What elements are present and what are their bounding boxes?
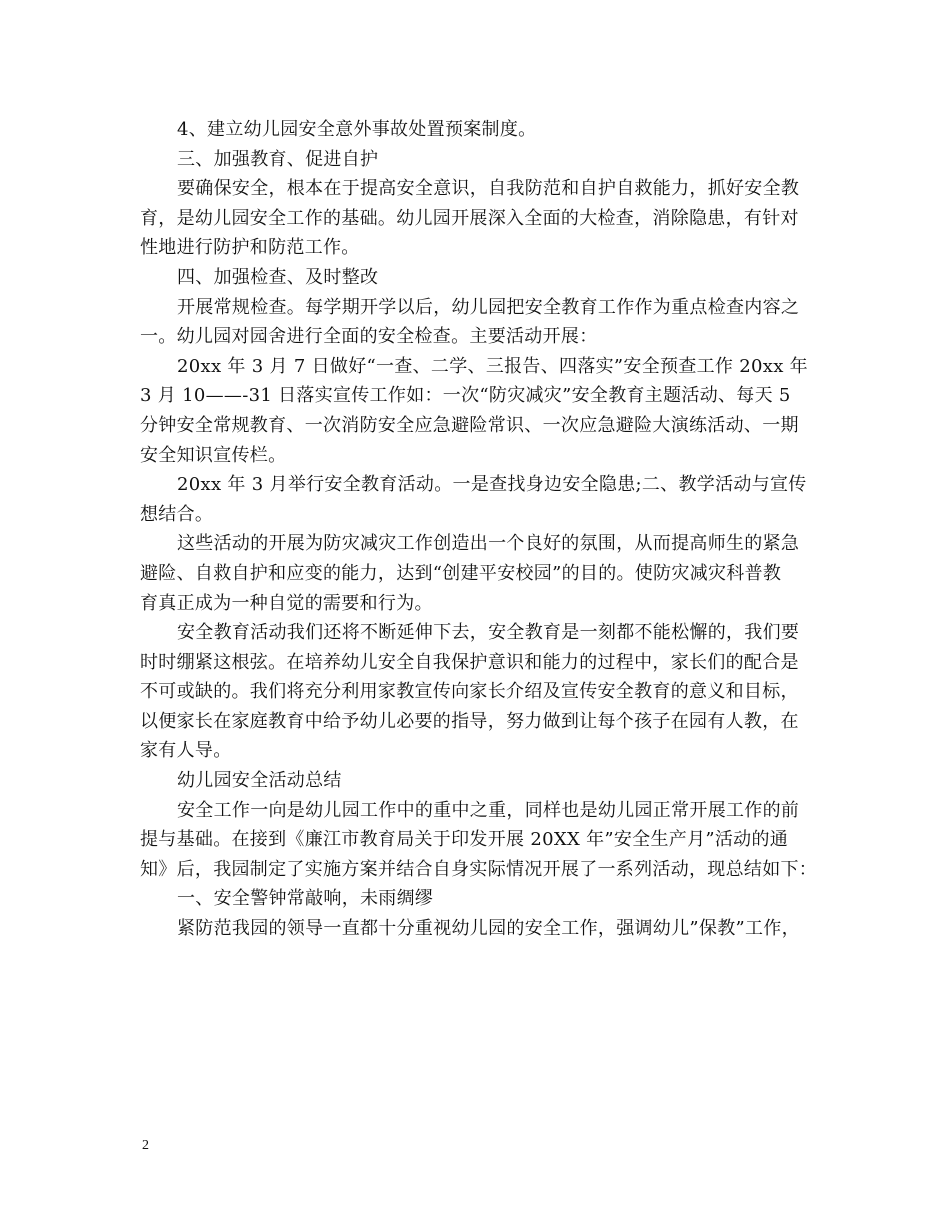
text-line: 育真正成为一种自觉的需要和行为。 xyxy=(140,592,433,614)
text-line: 育，是幼儿园安全工作的基础。幼儿园开展深入全面的大检查，消除隐患，有针对 xyxy=(140,207,799,229)
text-line: 安全知识宣传栏。 xyxy=(140,444,287,466)
text-line: 4、建立幼儿园安全意外事故处置预案制度。 xyxy=(177,119,537,140)
text-line: 20xx 年 3 月 7 日做好“一查、二学、三报告、四落实”安全预查工作 20xx 年 xyxy=(177,355,808,377)
text-line: 3 月 10——-31 日落实宣传工作如：一次“防灾减灾”安全教育主题活动、每天 5 xyxy=(140,385,791,407)
text-line: 这些活动的开展为防灾减灾工作创造出一个良好的氛围，从而提高师生的紧急 xyxy=(177,533,800,555)
text-line: 知》后，我园制定了实施方案并结合自身实际情况开展了一系列活动，现总结如下： xyxy=(140,858,818,880)
text-line: 时时绷紧这根弦。在培养幼儿安全自我保护意识和能力的过程中，家长们的配合是 xyxy=(140,651,799,673)
document-body xyxy=(140,115,830,944)
text-line: 开展常规检查。每学期开学以后，幼儿园把安全教育工作作为重点检查内容之 xyxy=(177,296,800,318)
page-number: 2 xyxy=(142,1138,149,1153)
text-line: 分钟安全常规教育、一次消防安全应急避险常识、一次应急避险大演练活动、一期 xyxy=(140,414,799,436)
text-line: 以便家长在家庭教育中给予幼儿必要的指导，努力做到让每个孩子在园有人教，在 xyxy=(140,710,799,732)
text-line: 三、加强教育、促进自护 xyxy=(177,148,379,170)
text-line: 一、安全警钟常敲响，未雨绸缪 xyxy=(177,888,434,910)
text-line: 安全工作一向是幼儿园工作中的重中之重，同样也是幼儿园正常开展工作的前 xyxy=(177,799,800,821)
text-line: 不可或缺的。我们将充分利用家教宣传向家长介绍及宣传安全教育的意义和目标， xyxy=(140,681,799,703)
text-line: 避险、自救自护和应变的能力，达到“创建平安校园”的目的。使防灾减灾科普教 xyxy=(140,562,782,584)
text-line: 一。幼儿园对园舍进行全面的安全检查。主要活动开展： xyxy=(140,326,598,348)
text-line: 安全教育活动我们还将不断延伸下去，安全教育是一刻都不能松懈的，我们要 xyxy=(177,622,800,644)
text-line: 紧防范我园的领导一直都十分重视幼儿园的安全工作，强调幼儿”保教”工作， xyxy=(177,918,800,940)
text-line: 提与基础。在接到《廉江市教育局关于印发开展 20XX 年”安全生产月”活动的通 xyxy=(140,829,789,851)
text-line: 家有人导。 xyxy=(140,740,232,762)
text-line: 四、加强检查、及时整改 xyxy=(177,266,379,288)
text-line: 要确保安全，根本在于提高安全意识，自我防范和自护自救能力，抓好安全教 xyxy=(177,178,800,200)
text-line: 20xx 年 3 月举行安全教育活动。一是查找身边安全隐患;二、教学活动与宣传 xyxy=(177,474,807,496)
text-line: 性地进行防护和防范工作。 xyxy=(140,237,360,259)
text-line: 想结合。 xyxy=(140,503,214,525)
text-line: 幼儿园安全活动总结 xyxy=(177,770,342,792)
